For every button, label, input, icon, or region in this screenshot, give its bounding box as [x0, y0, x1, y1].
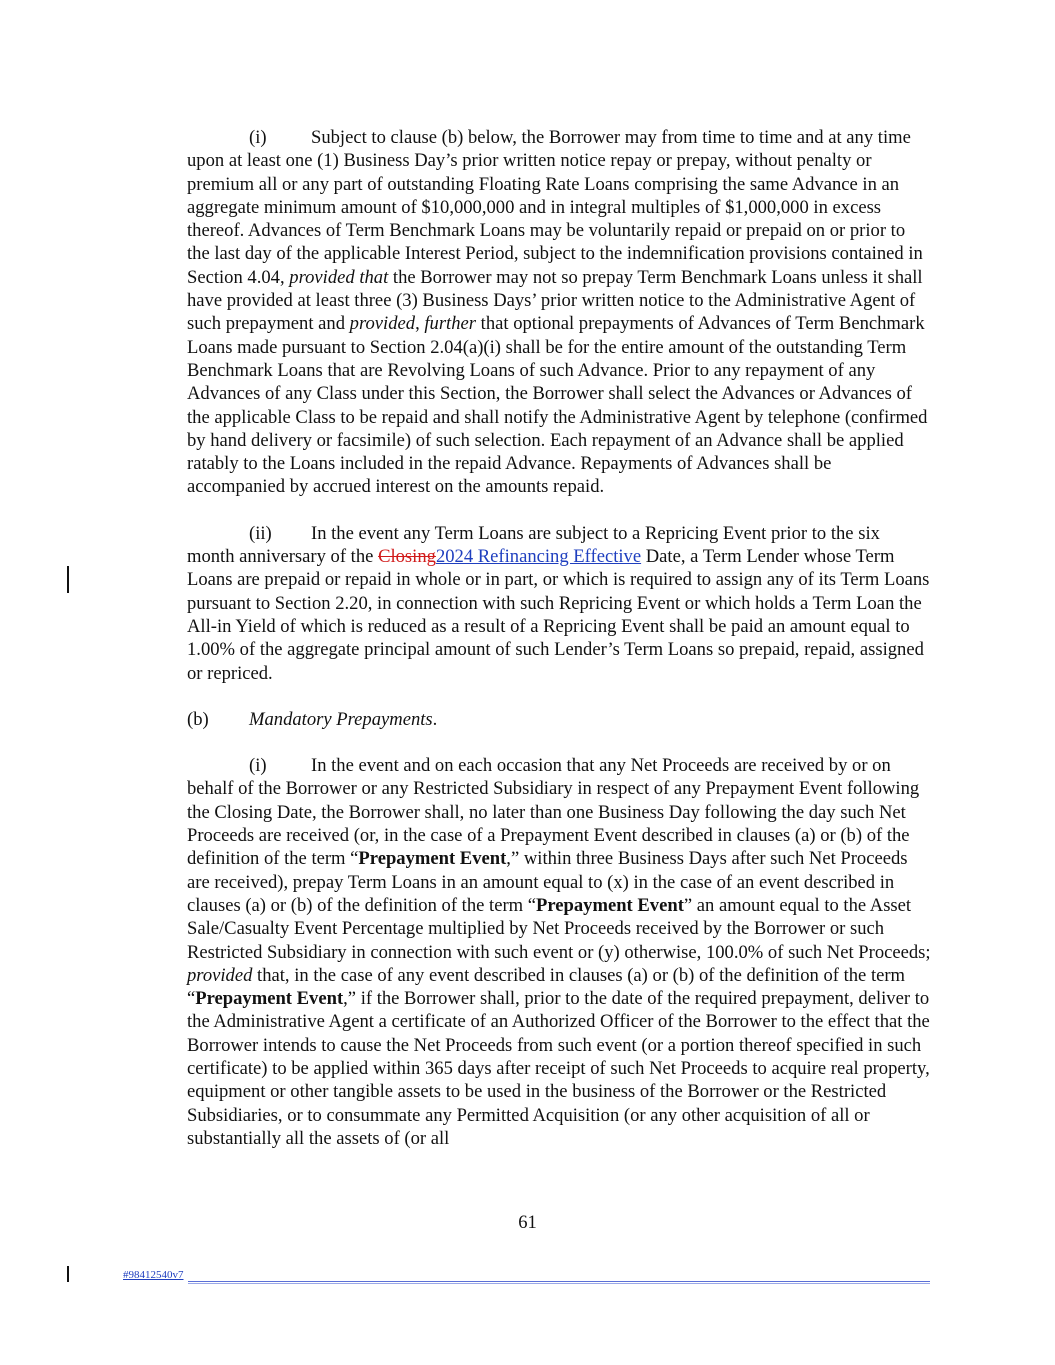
footer-rule-secondary [188, 1283, 930, 1284]
section-title: Mandatory Prepayments [249, 708, 433, 730]
italic-term: provided [187, 964, 253, 986]
change-bar-footer [67, 1266, 69, 1282]
footer-rule [188, 1281, 930, 1282]
paragraph-text: In the event and on each occasion that any Net Proceeds are received by or on behalf of the Borrower or any Restricted Subsidiary in respect of any Prepayment Event following the Closing Date, the Borrower shall, no later than one Business Day following the day such Net Proceeds are received (or, in the case of a Prepayment Event described in clauses (a) or (b) of the definition of the term “ [187, 755, 920, 870]
document-id: #98412540v7 [123, 1269, 184, 1281]
paragraph-number: (i) [249, 127, 267, 148]
defined-term: Prepayment Event [195, 988, 344, 1010]
page-number: 61 [518, 1212, 537, 1233]
paragraph-a-i [187, 126, 932, 499]
italic-term: provided [349, 313, 416, 335]
paragraph-number: (ii) [249, 522, 272, 544]
paragraph-text: that, in the case of any event described in clauses (a) or (b) of the definition of the term “ [187, 964, 906, 1010]
section-number: (b) [187, 708, 209, 730]
paragraph-text: that optional prepayments of Advances of Term Benchmark Loans made pursuant to Section 2.04(a)(i) shall be for the entire amount of the outstanding Term Benchmark Loans that are Revolving Loans of such Advance. Prior to any repayment of any Advances of any Class under this Section, the Borrower shall select the Advances or Advances of the applicable Class to be repaid and shall notify the Administrative Agent by telephone (confirmed by hand delivery or facsimile) of such selection. Each repayment of an Advance shall be applied ratably to the Loans included in the repaid Advance. Repayments of Advances shall be accompanied by accrued interest on the amounts repaid. [187, 313, 928, 498]
deleted-text: Closing [378, 546, 436, 568]
paragraph-text: ,” if the Borrower shall, prior to the date of the required prepayment, deliver to the Administrative Agent a certificate of an Authorized Officer of the Borrower to the effect that the Borrower intends to cause the Net Proceeds from such event (or a portion thereof specified in such certificate) to be applied within 365 days after receipt of such Net Proceeds to acquire real property, equipment or other tangible assets to be used in the business of the Borrower or the Restricted Subsidiaries, or to consummate any Permitted Acquisition (or any other acquisition of all or substantially all the assets of (or all [187, 988, 930, 1149]
paragraph-b-i [187, 754, 932, 1150]
defined-term: Prepayment Event [358, 848, 507, 870]
change-bar-paragraph-a-ii [67, 566, 69, 593]
italic-term: further [424, 313, 477, 335]
section-b-heading [187, 708, 932, 731]
paragraph-text: ” an amount equal to the Asset Sale/Casualty Event Percentage multiplied by Net Proceeds received by the Borrower or such Restricted Subsidiary in connection with such event or (y) otherwise, 100.0% of such Net Proceeds; [187, 894, 931, 963]
paragraph-text: In the event any Term Loans are subject to a Repricing Event prior to the six month anniversary of the [187, 522, 880, 568]
defined-term: Prepayment Event [536, 894, 684, 916]
paragraph-text: Date, a Term Lender whose Term Loans are prepaid or repaid in whole or in part, or which is required to assign any of its Term Loans pursuant to Section 2.20, in connection with such Repricing Event or which holds a Term Loan the All-in Yield of which is reduced as a result of a Repricing Event shall be paid an amount equal to 1.00% of the aggregate principal amount of such Lender’s Term Loans so prepaid, repaid, assigned or repriced. [187, 546, 930, 684]
paragraph-a-ii [187, 522, 932, 685]
paragraph-text: the Borrower may not so prepay Term Benchmark Loans unless it shall have provided at least three (3) Business Days’ prior written notice to the Administrative Agent of such prepayment and [187, 266, 923, 335]
italic-term: provided that [289, 266, 389, 288]
paragraph-text: ,” within three Business Days after such Net Proceeds are received), prepay Term Loans in an amount equal to (x) in the case of an event described in clauses (a) or (b) of the definition of the term “ [187, 848, 908, 916]
paragraph-text: Subject to clause (b) below, the Borrower may from time to time and at any time upon at least one (1) Business Day’s prior written notice repay or prepay, without penalty or premium all or any part of outstanding Floating Rate Loans comprising the same Advance in an aggregate minimum amount of $10,000,000 and in integral multiples of $1,000,000 in excess thereof. Advances of Term Benchmark Loans may be voluntarily repaid or prepaid on or prior to the last day of the applicable Interest Period, subject to the indemnification provisions contained in Section 4.04, [187, 127, 923, 288]
paragraph-text: , [415, 313, 425, 335]
paragraph-number: (i) [249, 755, 267, 777]
section-title-suffix: . [432, 708, 438, 730]
body-text [187, 126, 932, 1150]
inserted-text: 2024 Refinancing Effective [435, 546, 642, 568]
